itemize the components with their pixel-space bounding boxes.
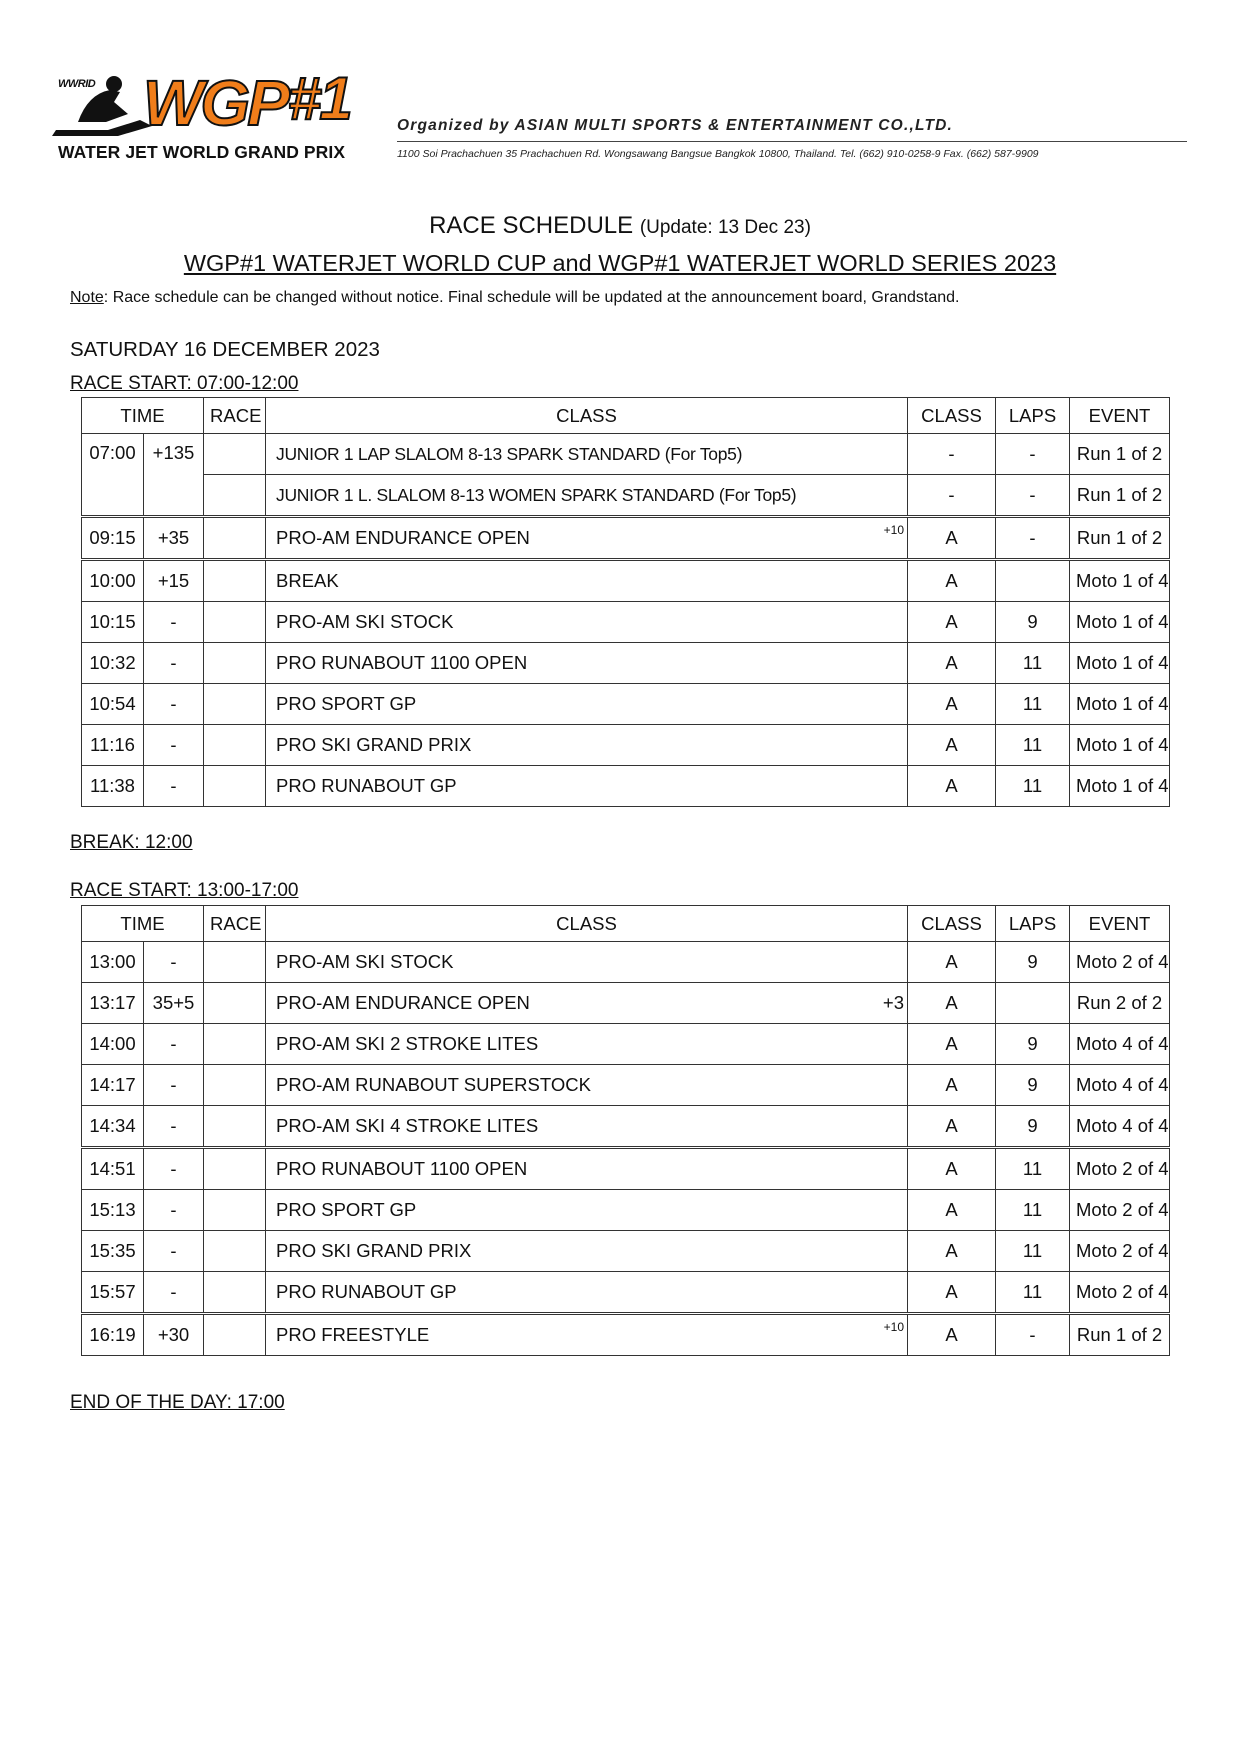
event-cell: Moto 1 of 4 [1070,766,1170,807]
laps-cell: 11 [996,1272,1070,1314]
class-cell: PRO SKI GRAND PRIX [266,1231,908,1272]
event-cell: Moto 2 of 4 [1070,1231,1170,1272]
time-cell: 10:54 [82,684,144,725]
col-header-class-group: CLASS [908,906,996,942]
time-cell: 09:15 [82,517,144,560]
time-cell: 10:32 [82,643,144,684]
class-group-cell: A [908,725,996,766]
race-cell [204,1024,266,1065]
table-header-row [82,398,1170,434]
class-cell: PRO-AM SKI 2 STROKE LITES [266,1024,908,1065]
session2-label: RACE START: 13:00-17:00 [70,880,299,901]
laps-cell: - [996,517,1070,560]
time-cell: 10:15 [82,602,144,643]
event-cell: Moto 2 of 4 [1070,1190,1170,1231]
class-group-cell: A [908,942,996,983]
table-row [82,1272,1170,1314]
laps-cell: 9 [996,1106,1070,1148]
event-cell: Run 2 of 2 [1070,983,1170,1024]
class-cell: PRO RUNABOUT 1100 OPEN [266,643,908,684]
table-row [82,684,1170,725]
duration-cell: - [144,942,204,983]
time-cell: 15:13 [82,1190,144,1231]
col-header-laps: LAPS [996,906,1070,942]
col-header-race: RACE [204,906,266,942]
class-cell [266,1314,908,1356]
class-group-cell: A [908,560,996,602]
col-header-race: RACE [204,398,266,434]
duration-cell: - [144,1148,204,1190]
time-cell: 10:00 [82,560,144,602]
logo-small-text: WWRID [58,78,96,90]
class-cell: BREAK [266,560,908,602]
event-cell: Moto 1 of 4 [1070,560,1170,602]
race-cell [204,766,266,807]
duration-cell: - [144,1106,204,1148]
laps-cell: 11 [996,643,1070,684]
note-label: Note [70,289,104,306]
class-name: PRO-AM ENDURANCE OPEN [276,527,530,548]
time-cell: 15:57 [82,1272,144,1314]
race-cell [204,942,266,983]
class-cell: PRO-AM RUNABOUT SUPERSTOCK [266,1065,908,1106]
duration-cell: - [144,766,204,807]
class-group-cell: A [908,684,996,725]
race-cell [204,560,266,602]
duration-cell: +35 [144,517,204,560]
logo-wgp-text: WGP [143,67,287,139]
event-cell: Moto 2 of 4 [1070,942,1170,983]
extra-time-note: +3 [882,992,905,1013]
class-group-cell: A [908,1231,996,1272]
organizer-line: Organized by ASIAN MULTI SPORTS & ENTERTAINMENT CO.,LTD. [397,117,954,134]
schedule-table-morning-body [81,397,1170,807]
time-cell: 07:00 [82,434,144,517]
event-cell: Moto 4 of 4 [1070,1106,1170,1148]
col-header-class-group: CLASS [908,398,996,434]
duration-cell: - [144,643,204,684]
class-name: PRO FREESTYLE [276,1324,430,1345]
event-cell: Run 1 of 2 [1070,434,1170,475]
table-row [82,475,1170,517]
page-title [0,212,1240,240]
duration-cell: - [144,602,204,643]
event-cell: Moto 1 of 4 [1070,725,1170,766]
class-cell: PRO SPORT GP [266,684,908,725]
event-cell: Moto 2 of 4 [1070,1148,1170,1190]
col-header-laps: LAPS [996,398,1070,434]
event-cell: Moto 2 of 4 [1070,1272,1170,1314]
laps-cell: - [996,434,1070,475]
table-row [82,602,1170,643]
race-cell [204,1231,266,1272]
duration-cell: 35+5 [144,983,204,1024]
class-cell: PRO RUNABOUT GP [266,1272,908,1314]
race-cell [204,1106,266,1148]
duration-cell: - [144,1065,204,1106]
logo-caption: WATER JET WORLD GRAND PRIX [58,142,346,162]
col-header-time: TIME [82,906,204,942]
extra-time-note: +10 [883,1320,905,1334]
event-cell: Moto 4 of 4 [1070,1024,1170,1065]
class-cell: PRO RUNABOUT 1100 OPEN [266,1148,908,1190]
race-cell [204,434,266,475]
event-cell: Moto 1 of 4 [1070,602,1170,643]
table-row [82,1314,1170,1356]
time-cell: 13:17 [82,983,144,1024]
class-group-cell: A [908,983,996,1024]
logo-number-text: #1 [288,65,351,132]
event-cell: Run 1 of 2 [1070,517,1170,560]
col-header-time: TIME [82,398,204,434]
col-header-event: EVENT [1070,906,1170,942]
class-group-cell: A [908,602,996,643]
race-cell [204,517,266,560]
col-header-class: CLASS [266,398,908,434]
class-cell: PRO SKI GRAND PRIX [266,725,908,766]
class-cell: JUNIOR 1 LAP SLALOM 8-13 SPARK STANDARD (For Top5) [266,434,908,475]
laps-cell: 9 [996,942,1070,983]
table-row [82,1065,1170,1106]
duration-cell: - [144,1190,204,1231]
wgp-logo [48,65,378,162]
title-update: (Update: 13 Dec 23) [639,217,811,238]
duration-cell: - [144,1231,204,1272]
race-cell [204,725,266,766]
table-row [82,1106,1170,1148]
class-group-cell: A [908,1024,996,1065]
race-cell [204,1148,266,1190]
event-cell: Run 1 of 2 [1070,1314,1170,1356]
class-group-cell: A [908,1272,996,1314]
class-name: PRO-AM ENDURANCE OPEN [276,992,530,1013]
event-cell: Moto 4 of 4 [1070,1065,1170,1106]
break-label: BREAK: 12:00 [70,832,193,853]
title-main: RACE SCHEDULE [429,212,634,239]
class-group-cell: A [908,1148,996,1190]
class-cell: PRO-AM SKI 4 STROKE LITES [266,1106,908,1148]
table-row [82,434,1170,475]
class-group-cell: - [908,475,996,517]
race-cell [204,983,266,1024]
time-cell: 14:17 [82,1065,144,1106]
table-row [82,725,1170,766]
laps-cell: - [996,1314,1070,1356]
table-header-row [82,906,1170,942]
race-cell [204,1065,266,1106]
class-group-cell: A [908,643,996,684]
event-cell: Moto 1 of 4 [1070,643,1170,684]
header-divider [397,141,1187,142]
extra-time-note: +10 [883,523,905,537]
day-heading: SATURDAY 16 DECEMBER 2023 [70,338,380,361]
class-cell: PRO-AM SKI STOCK [266,942,908,983]
table-row [82,560,1170,602]
laps-cell: 9 [996,602,1070,643]
laps-cell: 9 [996,1065,1070,1106]
race-cell [204,602,266,643]
table-row [82,517,1170,560]
table-row [82,1231,1170,1272]
class-cell [266,517,908,560]
laps-cell: 11 [996,1148,1070,1190]
laps-cell: 11 [996,725,1070,766]
table-row [82,643,1170,684]
laps-cell [996,560,1070,602]
duration-cell: - [144,1024,204,1065]
event-cell: Moto 1 of 4 [1070,684,1170,725]
class-cell: PRO SPORT GP [266,1190,908,1231]
schedule-note [70,289,959,307]
laps-cell: - [996,475,1070,517]
table-row [82,983,1170,1024]
time-cell: 16:19 [82,1314,144,1356]
laps-cell: 9 [996,1024,1070,1065]
schedule-table-afternoon [81,905,1170,1356]
duration-cell: - [144,725,204,766]
col-header-event: EVENT [1070,398,1170,434]
duration-cell: +30 [144,1314,204,1356]
event-cell: Run 1 of 2 [1070,475,1170,517]
class-group-cell: A [908,1106,996,1148]
time-cell: 15:35 [82,1231,144,1272]
time-cell: 11:38 [82,766,144,807]
note-text: : Race schedule can be changed without notice. Final schedule will be updated at the announcement board, Grandstand. [103,289,960,306]
time-cell: 14:00 [82,1024,144,1065]
laps-cell [996,983,1070,1024]
table-row [82,1190,1170,1231]
class-cell [266,983,908,1024]
duration-cell: - [144,684,204,725]
class-cell: JUNIOR 1 L. SLALOM 8-13 WOMEN SPARK STANDARD (For Top5) [266,475,908,517]
time-cell: 14:34 [82,1106,144,1148]
class-group-cell: A [908,1065,996,1106]
end-of-day-label: END OF THE DAY: 17:00 [70,1392,285,1413]
session1-label: RACE START: 07:00-12:00 [70,373,299,394]
race-cell [204,684,266,725]
laps-cell: 11 [996,1231,1070,1272]
race-cell [204,1272,266,1314]
table-row [82,942,1170,983]
class-group-cell: A [908,1314,996,1356]
duration-cell: +135 [144,434,204,517]
laps-cell: 11 [996,766,1070,807]
organizer-address: 1100 Soi Prachachuen 35 Prachachuen Rd. Wongsawang Bangsue Bangkok 10800, Thailand. Tel. (662) 910-0258-9 Fax. (662) 587-9909 [397,148,1039,160]
table-row [82,1148,1170,1190]
race-cell [204,475,266,517]
race-cell [204,643,266,684]
table-row [82,1024,1170,1065]
time-cell: 13:00 [82,942,144,983]
class-cell: PRO RUNABOUT GP [266,766,908,807]
page-subtitle: WGP#1 WATERJET WORLD CUP and WGP#1 WATERJET WORLD SERIES 2023 [183,250,1057,276]
race-cell [204,1190,266,1231]
class-cell: PRO-AM SKI STOCK [266,602,908,643]
class-group-cell: A [908,1190,996,1231]
race-cell [204,1314,266,1356]
laps-cell: 11 [996,684,1070,725]
class-group-cell: A [908,517,996,560]
class-group-cell: - [908,434,996,475]
class-group-cell: A [908,766,996,807]
laps-cell: 11 [996,1190,1070,1231]
time-cell: 11:16 [82,725,144,766]
table-row [82,766,1170,807]
time-cell: 14:51 [82,1148,144,1190]
duration-cell: - [144,1272,204,1314]
duration-cell: +15 [144,560,204,602]
col-header-class: CLASS [266,906,908,942]
